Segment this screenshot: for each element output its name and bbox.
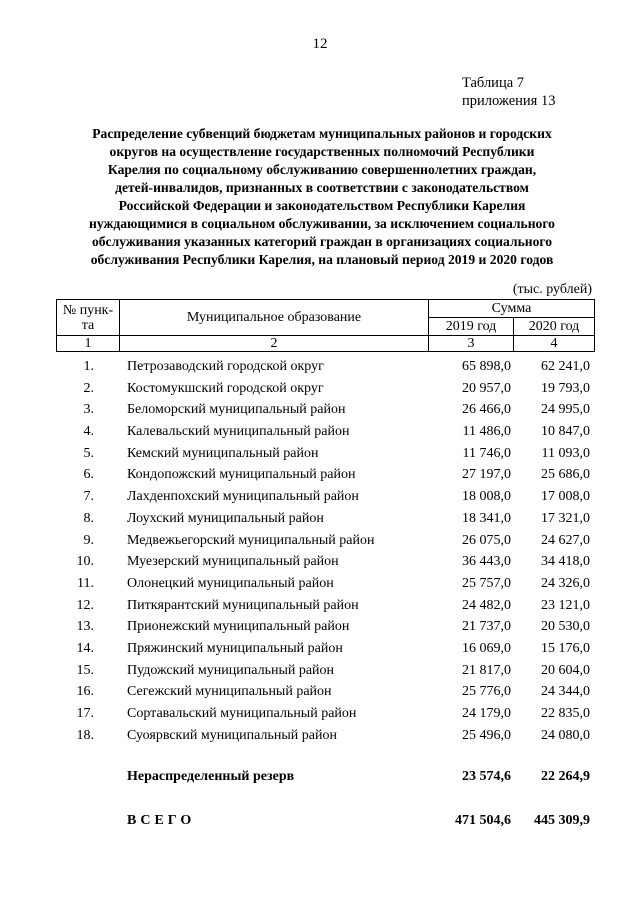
table-reference-line2: приложения 13 [462,93,556,109]
table-reference [462,74,555,110]
row-municipality: Медвежьегорский муниципальный район [127,532,375,548]
row-value-2020: 17 008,0 [541,489,590,505]
reserve-value-2019: 23 574,6 [462,769,511,784]
row-municipality: Олонецкий муниципальный район [127,575,334,591]
row-value-2020: 20 604,0 [541,662,590,678]
title-line: округов на осуществление государственных полномочий Республики [109,144,535,159]
row-number: 3. [83,402,94,418]
row-municipality: Пряжинский муниципальный район [127,640,343,656]
row-value-2019: 25 757,0 [462,575,511,591]
row-number: 6. [83,467,94,483]
row-value-2019: 11 486,0 [462,424,511,440]
row-value-2020: 24 344,0 [541,684,590,700]
row-value-2019: 27 197,0 [462,467,511,483]
row-municipality: Пудожский муниципальный район [127,662,335,678]
header-col-4: 4 [514,336,595,352]
row-value-2019: 65 898,0 [462,359,511,374]
table-row [56,681,596,703]
header-year-2019: 2019 год [429,318,514,336]
row-value-2019: 25 496,0 [462,727,511,743]
table-row [56,573,596,595]
row-value-2019: 16 069,0 [462,640,511,656]
row-value-2020: 19 793,0 [541,380,590,396]
row-number: 10. [76,554,94,570]
row-number: 15. [76,662,94,678]
row-value-2020: 11 093,0 [541,445,590,461]
row-number: 9. [83,532,94,548]
reserve-value-2020: 22 264,9 [541,769,590,784]
row-municipality: Петрозаводский городской округ [127,359,324,374]
row-value-2019: 26 075,0 [462,532,511,548]
reserve-row [56,767,596,787]
row-value-2020: 24 627,0 [541,532,590,548]
total-value-2020: 445 309,9 [534,813,590,828]
header-col-3: 3 [429,336,514,352]
title-line: обслуживания Республики Карелия, на плановый период 2019 и 2020 годов [90,252,554,267]
row-number: 14. [76,640,94,656]
header-num-line1: № пунк- [62,302,114,318]
row-value-2019: 26 466,0 [462,402,511,418]
row-municipality: Костомукшский городской округ [127,380,324,396]
row-value-2019: 36 443,0 [462,554,511,570]
row-value-2020: 17 321,0 [541,510,590,526]
row-municipality: Сегежский муниципальный район [127,684,332,700]
row-municipality: Муезерский муниципальный район [127,554,339,570]
header-sum: Сумма [429,300,595,318]
row-number: 17. [76,706,94,721]
row-value-2019: 24 179,0 [462,706,511,721]
row-number: 2. [83,380,94,396]
row-value-2020: 20 530,0 [541,619,590,635]
table-row [56,399,596,421]
row-municipality: Беломорский муниципальный район [127,402,346,418]
table-row [56,638,596,660]
header-col-1: 1 [57,336,120,352]
row-value-2019: 11 746,0 [462,445,511,461]
total-value-2019: 471 504,6 [455,813,511,828]
row-municipality: Прионежский муниципальный район [127,619,350,635]
row-value-2019: 21 817,0 [462,662,511,678]
row-value-2020: 24 080,0 [541,727,590,743]
header-col-2: 2 [120,336,429,352]
table-row [56,356,596,378]
header-municipality: Муниципальное образование [120,300,429,336]
row-value-2020: 22 835,0 [541,706,590,721]
title-line: Карелия по социальному обслуживанию совершеннолетних граждан, [107,162,537,177]
table-header [56,299,595,352]
row-value-2019: 24 482,0 [462,597,511,613]
row-value-2019: 18 341,0 [462,510,511,526]
table-row [56,508,596,530]
row-number: 12. [76,597,94,613]
title-line: Распределение субвенций бюджетам муниципальных районов и городских [92,126,552,141]
row-value-2020: 10 847,0 [541,424,590,440]
table-row [56,486,596,508]
row-number: 4. [83,424,94,440]
row-value-2020: 15 176,0 [541,640,590,656]
reserve-label: Нераспределенный резерв [127,769,295,784]
row-number: 11. [77,575,94,591]
table-row [56,616,596,638]
total-label: ВСЕГО [127,813,196,828]
title-line: Российской Федерации и законодательством Республики Карелия [118,198,526,213]
table-row [56,660,596,682]
row-number: 5. [83,445,94,461]
row-value-2020: 24 995,0 [541,402,590,418]
header-num-line2: та [81,317,95,333]
row-municipality: Лахденпохский муниципальный район [127,489,359,505]
row-number: 13. [76,619,94,635]
row-number: 1. [83,359,94,374]
row-municipality: Питкярантский муниципальный район [127,597,359,613]
table-row [56,725,596,747]
table-row [56,551,596,573]
table-row [56,595,596,617]
table-row [56,530,596,552]
row-number: 7. [83,489,94,505]
row-municipality: Кондопожский муниципальный район [127,467,356,483]
row-value-2019: 25 776,0 [462,684,511,700]
header-num [57,300,120,336]
row-value-2019: 21 737,0 [462,619,511,635]
row-value-2020: 62 241,0 [541,359,590,374]
row-municipality: Суоярвский муниципальный район [127,727,337,743]
row-number: 8. [83,510,94,526]
title-line: нуждающимися в социальном обслуживании, за исключением социального [89,216,555,231]
document-title [48,125,596,269]
header-year-2020: 2020 год [514,318,595,336]
units-label: (тыс. рублей) [512,282,592,297]
table-row [56,421,596,443]
row-value-2020: 24 326,0 [541,575,590,591]
row-value-2020: 25 686,0 [541,467,590,483]
table-row [56,464,596,486]
row-municipality: Кемский муниципальный район [127,445,319,461]
row-value-2019: 20 957,0 [462,380,511,396]
row-number: 18. [76,727,94,743]
title-line: детей-инвалидов, признанных в соответствии с законодательством [115,180,529,195]
row-value-2020: 23 121,0 [541,597,590,613]
total-row [56,811,596,831]
page-number: 12 [312,36,328,52]
row-municipality: Калевальский муниципальный район [127,424,350,440]
row-municipality: Сортавальский муниципальный район [127,706,357,721]
row-number: 16. [76,684,94,700]
row-municipality: Лоухский муниципальный район [127,510,324,526]
row-value-2019: 18 008,0 [462,489,511,505]
title-line: обслуживания указанных категорий граждан в организациях социального [91,234,553,249]
table-row [56,378,596,400]
table-row [56,703,596,725]
table-reference-line1: Таблица 7 [462,75,525,91]
table-row [56,443,596,465]
row-value-2020: 34 418,0 [541,554,590,570]
table-body [56,356,596,746]
